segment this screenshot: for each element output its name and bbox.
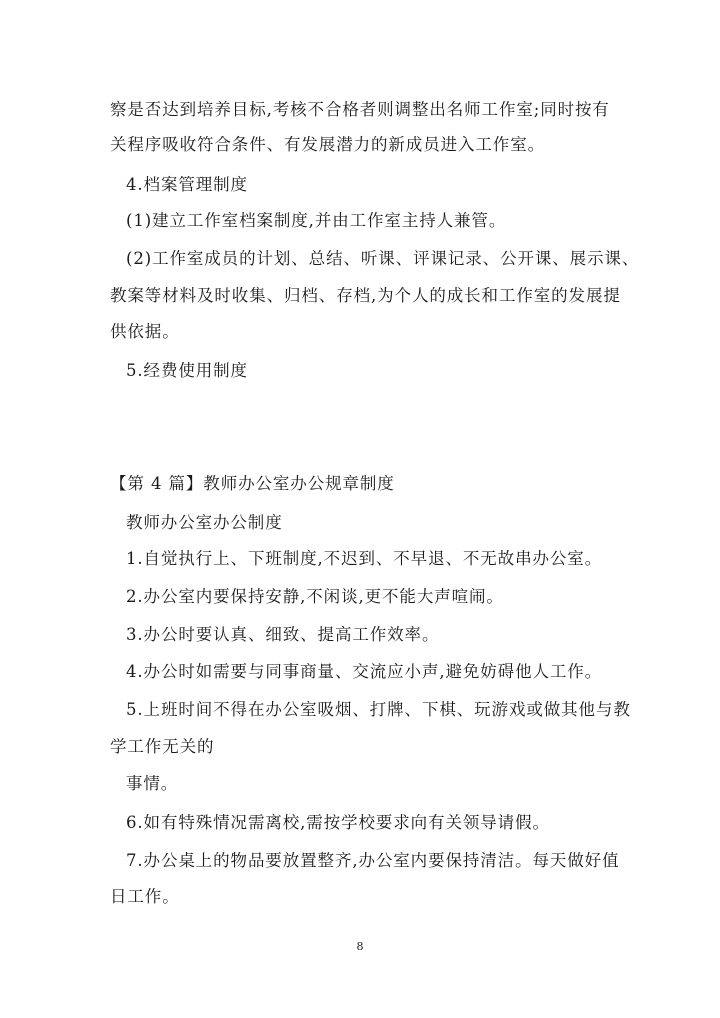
section-subtitle: 教师办公室办公制度: [126, 513, 283, 532]
list-item-continuation: 日工作。: [110, 887, 180, 906]
list-item: 6.如有特殊情况需离校,需按学校要求向有关领导请假。: [126, 813, 550, 832]
list-item: 2.办公室内要保持安静,不闲谈,更不能大声喧闹。: [126, 587, 504, 606]
list-item: 4.办公时如需要与同事商量、交流应小声,避免妨碍他人工作。: [126, 662, 603, 681]
list-item: 1.自觉执行上、下班制度,不迟到、不早退、不无故串办公室。: [126, 549, 603, 568]
list-item: 7.办公桌上的物品要放置整齐,办公室内要保持清洁。每天做好值: [126, 851, 620, 870]
list-item: (1)建立工作室档案制度,并由工作室主持人兼管。: [126, 211, 507, 230]
list-item-continuation: 供依据。: [110, 322, 180, 341]
list-item: 5.上班时间不得在办公室吸烟、打牌、下棋、玩游戏或做其他与教: [126, 700, 631, 719]
rule-heading: 5.经费使用制度: [126, 361, 248, 380]
list-item-continuation: 事情。: [126, 774, 179, 793]
page-number: 8: [356, 940, 364, 953]
rule-heading: 4.档案管理制度: [126, 175, 248, 194]
list-item-continuation: 教案等材料及时收集、归档、存档,为个人的成长和工作室的发展提: [110, 286, 621, 305]
paragraph-line: 察是否达到培养目标,考核不合格者则调整出名师工作室;同时按有: [110, 100, 610, 119]
list-item: 3.办公时要认真、细致、提高工作效率。: [126, 625, 440, 644]
list-item-continuation: 学工作无关的: [110, 737, 215, 756]
paragraph-line: 关程序吸收符合条件、有发展潜力的新成员进入工作室。: [110, 135, 545, 154]
section-title: 【第 4 篇】教师办公室办公规章制度: [110, 474, 395, 493]
list-item: (2)工作室成员的计划、总结、听课、评课记录、公开课、展示课、: [126, 249, 640, 268]
